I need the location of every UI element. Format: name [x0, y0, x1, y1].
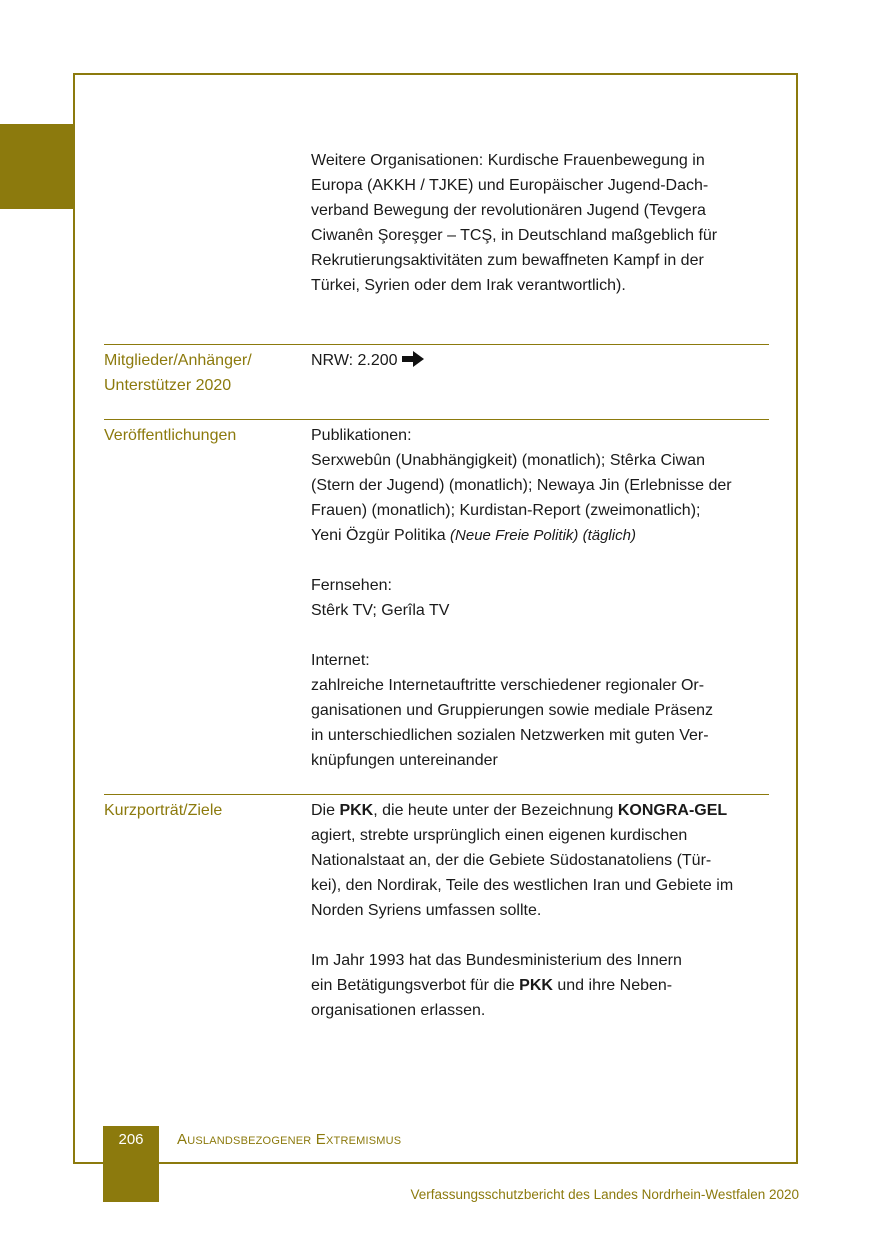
portrait-line: Nationalstaat an, der die Gebiete Südostanatoliens (Tür- — [311, 852, 712, 869]
pkk-term: PKK — [519, 977, 553, 994]
print-line-italic: (Neue Freie Politik) (täglich) — [450, 527, 636, 544]
chapter-color-tab — [0, 124, 75, 209]
portrait-line: agiert, strebte ursprünglich einen eigenen kurdischen — [311, 827, 688, 844]
intro-line: Weitere Organisationen: Kurdische Frauenbewegung in — [311, 152, 705, 169]
internet-line: knüpfungen untereinander — [311, 752, 498, 769]
members-label-line: Mitglieder/Anhänger/ — [104, 352, 252, 369]
portrait-line: Norden Syriens umfassen sollte. — [311, 902, 542, 919]
kongra-gel-term: KONGRA-GEL — [617, 802, 728, 819]
portrait-line: organisationen erlassen. — [311, 1002, 486, 1019]
members-value — [311, 348, 769, 375]
intro-text — [311, 148, 769, 298]
row-divider — [104, 344, 769, 345]
members-count: NRW: 2.200 — [311, 352, 398, 369]
internet-publications — [311, 648, 769, 773]
print-line — [311, 523, 769, 548]
print-line: Serxwebûn (Unabhängigkeit) (monatlich); Stêrka Ciwan — [311, 452, 705, 469]
portrait-label: Kurzporträt/Ziele — [104, 802, 223, 819]
portrait-content — [311, 798, 769, 1023]
running-title: Auslandsbezogener Extremismus — [177, 1131, 402, 1148]
portrait-line: kei), den Nordirak, Teile des westlichen Iran und Gebiete im — [311, 877, 734, 894]
arrow-right-icon — [402, 350, 424, 375]
row-divider — [104, 419, 769, 420]
text-run: Die — [311, 802, 340, 819]
text-run: und ihre Neben- — [552, 977, 673, 994]
intro-line: Ciwanên Şoreşger – TCŞ, in Deutschland maßgeblich für — [311, 227, 718, 244]
tv-line: Stêrk TV; Gerîla TV — [311, 602, 450, 619]
publications-content — [311, 423, 769, 773]
internet-line: in unterschiedlichen sozialen Netzwerken mit guten Ver- — [311, 727, 709, 744]
print-heading: Publikationen: — [311, 427, 412, 444]
pkk-term: PKK — [339, 802, 374, 819]
portrait-line — [311, 798, 769, 823]
publications-label: Veröffentlichungen — [104, 427, 237, 444]
footer-text: Verfassungsschutzbericht des Landes Nordrhein-Westfalen 2020 — [410, 1187, 799, 1202]
portrait-paragraph-1 — [311, 798, 769, 923]
intro-line: Türkei, Syrien oder dem Irak verantwortlich). — [311, 277, 626, 294]
intro-line: Europa (AKKH / TJKE) und Europäischer Jugend-Dach- — [311, 177, 709, 194]
portrait-line — [311, 973, 769, 998]
internet-line: zahlreiche Internetauftritte verschiedener regionaler Or- — [311, 677, 705, 694]
internet-line: ganisationen und Gruppierungen sowie mediale Präsenz — [311, 702, 714, 719]
print-line: Frauen) (monatlich); Kurdistan-Report (zweimonatlich); — [311, 502, 701, 519]
members-label — [104, 348, 304, 398]
members-label-line: Unterstützer 2020 — [104, 377, 232, 394]
intro-line: Rekrutierungsaktivitäten zum bewaffneten Kampf in der — [311, 252, 704, 269]
internet-heading: Internet: — [311, 652, 370, 669]
print-publications — [311, 423, 769, 548]
intro-line: verband Bewegung der revolutionären Jugend (Tevgera — [311, 202, 706, 219]
row-divider — [104, 794, 769, 795]
tv-publications — [311, 573, 769, 623]
page-number: 206 — [118, 1131, 144, 1148]
text-run: ein Betätigungsverbot für die — [311, 977, 520, 994]
portrait-line: Im Jahr 1993 hat das Bundesministerium des Innern — [311, 952, 682, 969]
print-line-text: Yeni Özgür Politika — [311, 527, 451, 544]
tv-heading: Fernsehen: — [311, 577, 392, 594]
print-line: (Stern der Jugend) (monatlich); Newaya Jin (Erlebnisse der — [311, 477, 732, 494]
portrait-paragraph-2 — [311, 948, 769, 1023]
text-run: , die heute unter der Bezeichnung — [373, 802, 618, 819]
